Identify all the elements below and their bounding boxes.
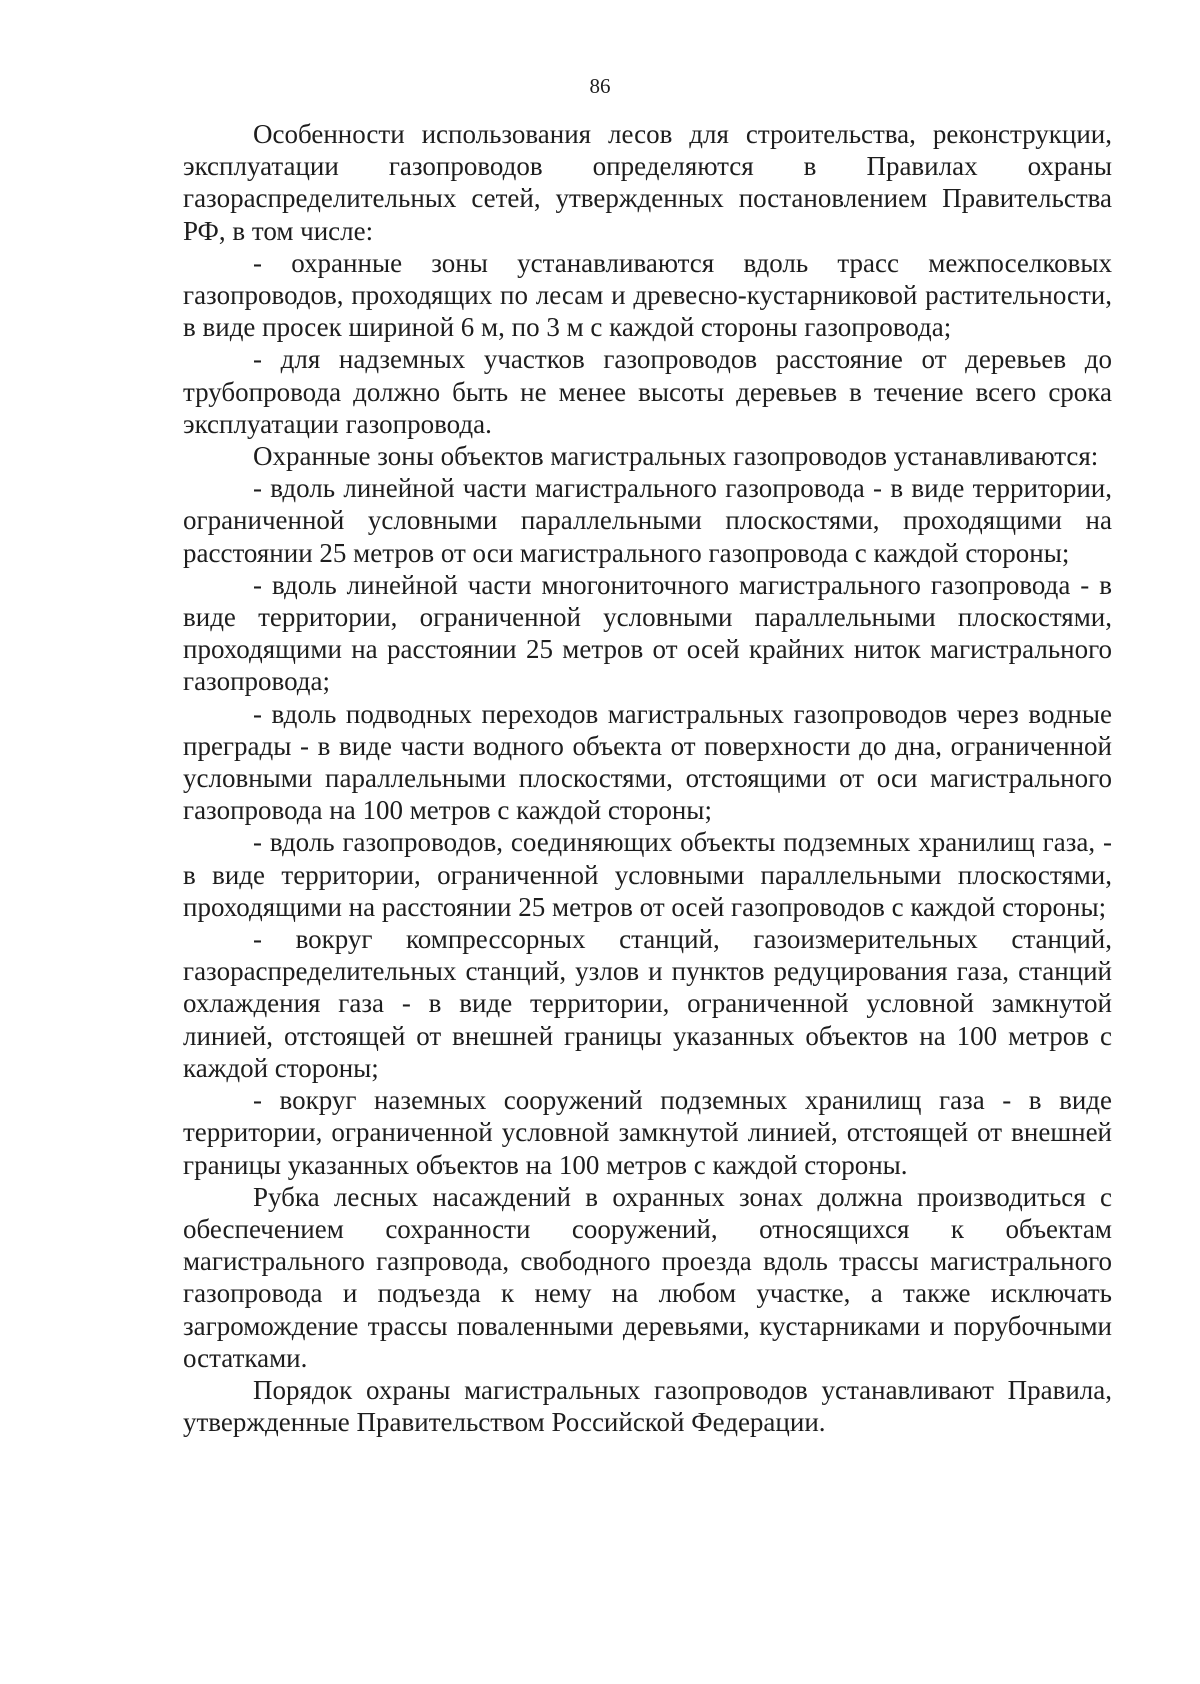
paragraph-storage-connecting-pipelines: - вдоль газопроводов, соединяющих объекты подземных хранилищ газа, - в виде территории, ограниченной условными параллельными плоскостями, проходящими на расстоянии 25 метров от осей газопроводов с каждой стороны; bbox=[183, 827, 1112, 922]
paragraph-tree-felling: Рубка лесных насаждений в охранных зонах должна производиться с обеспечением сохранности сооружений, относящихся к объектам магистрального газпровода, свободного проезда вдоль трассы магистрального газопровода и подъезда к нему на любом участке, а также исключать загромождение трассы поваленными деревьями, кустарниками и порубочными остатками. bbox=[183, 1181, 1112, 1373]
paragraph-multi-line-part: - вдоль линейной части многониточного магистрального газопровода - в виде территории, ограниченной условными параллельными плоскостями, проходящими на расстоянии 25 метров от осей крайних ниток магистрального газопровода; bbox=[183, 569, 1112, 697]
paragraph-protection-procedure: Порядок охраны магистральных газопроводов устанавливают Правила, утвержденные Правительством Российской Федерации. bbox=[183, 1374, 1112, 1438]
paragraph-linear-part: - вдоль линейной части магистрального газопровода - в виде территории, ограниченной условными параллельными плоскостями, проходящими на расстоянии 25 метров от оси магистрального газопровода с каждой стороны; bbox=[183, 473, 1112, 568]
paragraph-ground-storage-structures: - вокруг наземных сооружений подземных хранилищ газа - в виде территории, ограниченной условной замкнутой линией, отстоящей от внешней границы указанных объектов на 100 метров с каждой стороны. bbox=[183, 1085, 1112, 1180]
paragraph-compressor-stations: - вокруг компрессорных станций, газоизмерительных станций, газораспределительных станций, узлов и пунктов редуцирования газа, станций охлаждения газа - в виде территории, ограниченной условной замкнутой линией, отстоящей от внешней границы указанных объектов на 100 метров с каждой стороны; bbox=[183, 924, 1112, 1083]
paragraph-underwater-crossings: - вдоль подводных переходов магистральных газопроводов через водные преграды - в виде части водного объекта от поверхности до дна, ограниченной условными параллельными плоскостями, отстоящими от оси магистрального газопровода на 100 метров с каждой стороны; bbox=[183, 698, 1112, 826]
document-body bbox=[183, 118, 1112, 1438]
page-number: 86 bbox=[589, 74, 611, 98]
paragraph-gas-distribution-rules: Особенности использования лесов для строительства, реконструкции, эксплуатации газопроводов определяются в Правилах охраны газораспределительных сетей, утвержденных постановлением Правительства РФ, в том числе: bbox=[183, 119, 1112, 246]
paragraph-above-ground-sections: - для надземных участков газопроводов расстояние от деревьев до трубопровода должно быть не менее высоты деревьев в течение всего срока эксплуатации газопровода. bbox=[183, 344, 1112, 439]
paragraph-main-pipeline-zones-intro: Охранные зоны объектов магистральных газопроводов устанавливаются: bbox=[253, 441, 1099, 472]
paragraph-protection-zone-clearing: - охранные зоны устанавливаются вдоль трасс межпоселковых газопроводов, проходящих по лесам и древесно-кустарниковой растительности, в виде просек шириной 6 м, по 3 м с каждой стороны газопровода; bbox=[183, 247, 1112, 343]
